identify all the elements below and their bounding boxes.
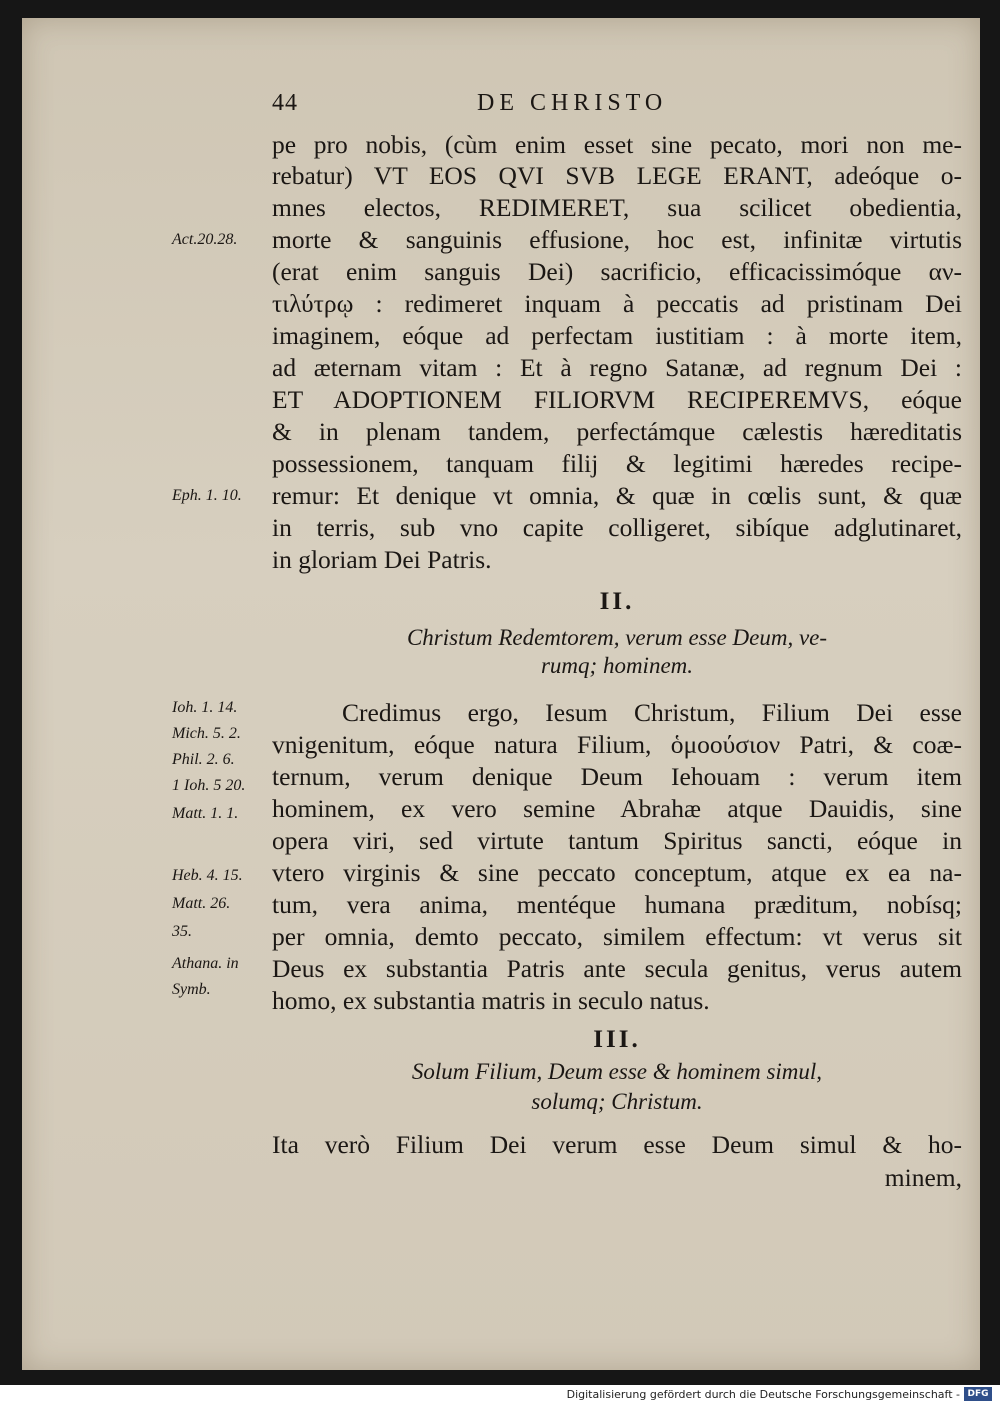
section-title: Solum Filium, Deum esse & hominem simul, xyxy=(411,1059,823,1084)
text-line: & in plenam tandem, perfectámque cælestis hæreditatis xyxy=(272,417,962,446)
text-line: pe pro nobis, (cùm enim esset sine pecato, mori non me- xyxy=(272,130,962,159)
text-line: Ita verò Filium Dei verum esse Deum simul & ho- xyxy=(272,1130,962,1159)
dfg-logo-icon: DFG xyxy=(964,1387,992,1401)
running-head xyxy=(272,90,952,124)
text-line: Credimus ergo, Iesum Christum, Filium Dei esse xyxy=(342,698,962,727)
running-head-title: DE CHRISTO xyxy=(477,90,668,116)
section-title: solumq; Christum. xyxy=(531,1089,703,1114)
text-line: tum, vera anima, mentéque humana præditum, nobísq; xyxy=(272,890,962,919)
digitization-credit: Digitalisierung gefördert durch die Deutsche Forschungsgemeinschaft - xyxy=(566,1388,960,1401)
text-line: minem, xyxy=(884,1163,962,1192)
section-title: Christum Redemtorem, verum esse Deum, ve- xyxy=(406,625,828,650)
margin-note: Matt. 1. 1. xyxy=(172,805,239,822)
text-line: homo, ex substantia matris in seculo natus. xyxy=(272,986,710,1015)
margin-note: Eph. 1. 10. xyxy=(172,487,242,504)
margin-note: 35. xyxy=(172,923,192,940)
text-line: in terris, sub vno capite colligeret, sibíque adglutinaret, xyxy=(272,513,962,542)
text-line: Deus ex substantia Patris ante secula genitus, verus autem xyxy=(272,954,962,983)
text-line: opera viri, sed virtute tantum Spiritus sancti, eóque in xyxy=(272,826,962,855)
margin-note: 1 Ioh. 5 20. xyxy=(172,777,246,794)
section-number: III. xyxy=(593,1026,641,1053)
margin-note: Ioh. 1. 14. xyxy=(172,699,238,716)
margin-note: Mich. 5. 2. xyxy=(172,725,241,742)
margin-note: Act.20.28. xyxy=(172,231,238,248)
text-line: vtero virginis & sine peccato conceptum, atque ex ea na- xyxy=(272,858,962,887)
text-line: remur: Et denique vt omnia, & quæ in cœlis sunt, & quæ xyxy=(272,481,962,510)
text-line: mnes electos, REDIMERET, sua scilicet obedientia, xyxy=(272,193,962,222)
text-line: τιλύτρῳ : redimeret inquam à peccatis ad pristinam Dei xyxy=(272,289,962,318)
text-line: (erat enim sanguis Dei) sacrificio, efficacissimóque αν- xyxy=(272,257,962,286)
text-line: ET ADOPTIONEM FILIORVM RECIPEREMVS, eóque xyxy=(272,385,962,414)
margin-note: Athana. in xyxy=(172,955,239,972)
text-line: morte & sanguinis effusione, hoc est, infinitæ virtutis xyxy=(272,225,962,254)
text-line: rebatur) VT EOS QVI SVB LEGE ERANT, adeóque o- xyxy=(272,161,962,190)
margin-note: Heb. 4. 15. xyxy=(172,867,243,884)
text-line: in gloriam Dei Patris. xyxy=(272,545,492,574)
margin-note: Phil. 2. 6. xyxy=(172,751,235,768)
margin-note: Matt. 26. xyxy=(172,895,231,912)
section-title: rumq; hominem. xyxy=(540,653,694,678)
text-line: ternum, verum denique Deum Iehouam : verum item xyxy=(272,762,962,791)
section-number: II. xyxy=(599,588,635,615)
margin-note: Symb. xyxy=(172,981,211,998)
text-line: possessionem, tanquam filij & legitimi hæredes recipe- xyxy=(272,449,962,478)
text-line: per omnia, demto peccato, similem effectum: vt verus sit xyxy=(272,922,962,951)
text-line: imaginem, eóque ad perfectam iustitiam : à morte item, xyxy=(272,321,962,350)
text-line: ad æternam vitam : Et à regno Satanæ, ad regnum Dei : xyxy=(272,353,962,382)
footer-bar xyxy=(0,1385,1000,1405)
text-line: hominem, ex vero semine Abrahæ atque Dauidis, sine xyxy=(272,794,962,823)
page-number: 44 xyxy=(272,90,298,116)
book-page xyxy=(22,18,980,1370)
text-line: vnigenitum, eóque natura Filium, ὁμοούσιον Patri, & coæ- xyxy=(272,730,962,759)
